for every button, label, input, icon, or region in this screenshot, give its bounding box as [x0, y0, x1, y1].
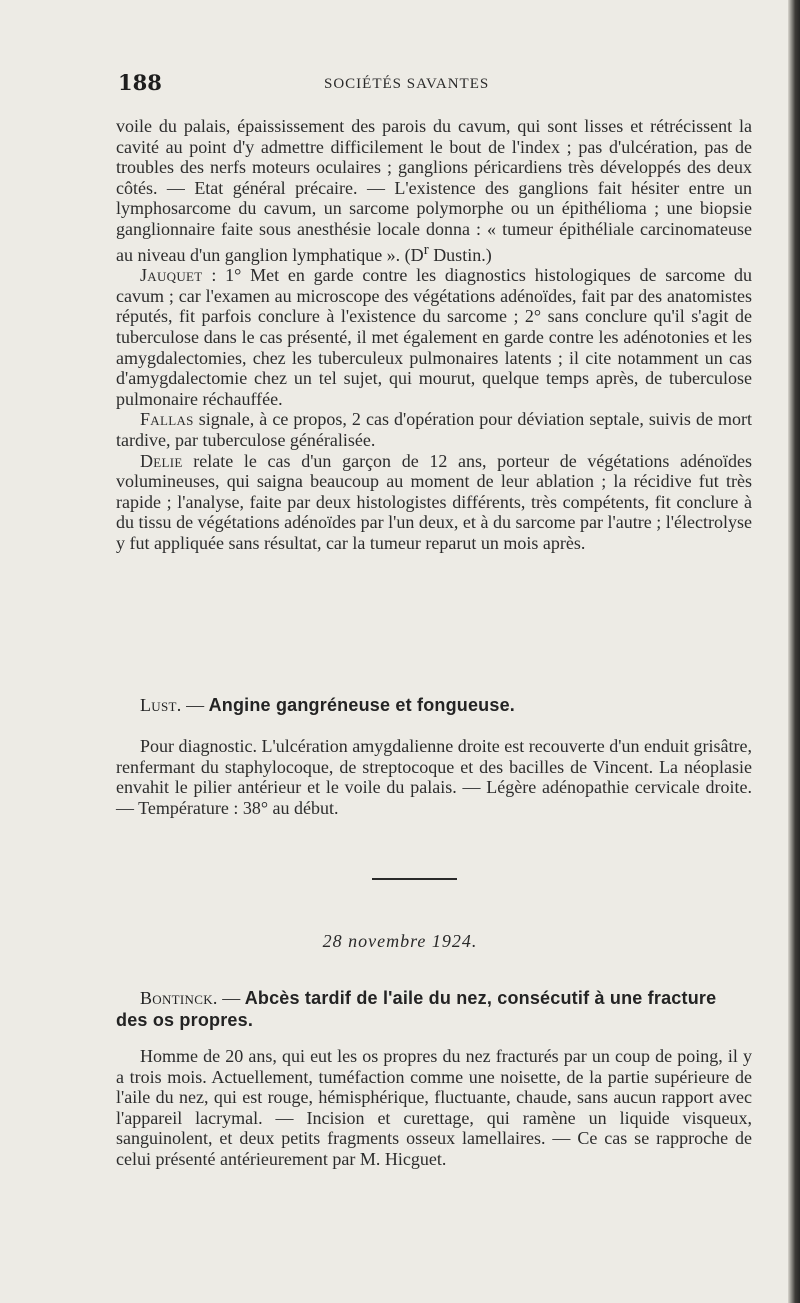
session-date: 28 novembre 1924. — [322, 931, 478, 951]
author-name: Jauquet — [140, 265, 203, 286]
body-text-bontinck — [116, 1046, 752, 1170]
superscript: r — [423, 241, 429, 258]
paragraph-delie — [116, 451, 752, 554]
section-title: Abcès tardif de l'aile du nez, consécutif à une fracture des os propres. — [116, 988, 717, 1030]
body-text-top — [116, 116, 752, 553]
paragraph-text: relate le cas d'un garçon de 12 ans, porteur de végétations adénoïdes volumineuses, qui saigna beaucoup au moment de leur ablation ; la récidive fut très rapide ; l'analyse, faite par deux histologistes différents, très compétents, fit conclure à du tissu de végétations adénoïdes par l'un deux, et à du sarcome par l'autre ; l'électrolyse y fut appliquée sans résultat, car la tumeur reparut un mois après. — [116, 450, 752, 553]
page-header — [118, 70, 758, 100]
page-number: 188 — [118, 70, 162, 95]
paragraph-text: voile du palais, épaississement des parois du cavum, qui sont lisses et rétrécissent la cavité au point d'y admettre difficilement le bout de l'index ; pas d'ulcération, pas de troubles des nerfs moteurs oculaires ; ganglions péricardiens très développés des deux côtés. — Etat général précaire. — L'existence des ganglions fait hésiter entre un lymphosarcome du cavum, un sarcome polymorphe ou un épithélioma ; une biopsie ganglionnaire faite sous anesthésie locale donna : « tumeur épithéliale carcinomateuse au niveau d'un ganglion lymphatique ». (D — [116, 116, 752, 265]
body-text-lust — [116, 736, 752, 818]
section-author: Bontinck. — [140, 988, 218, 1008]
paragraph-lust: Pour diagnostic. L'ulcération amygdalienne droite est recouverte d'un enduit grisâtre, renfermant du staphylocoque, de streptocoque et des bacilles de Vincent. La néoplasie envahit le pilier antérieur et le voile du palais. — Légère adénopathie cervicale droite. — Température : 38° au début. — [116, 736, 752, 818]
section-heading-lust — [140, 695, 760, 716]
section-dash: — — [217, 988, 245, 1008]
section-author: Lust. — [140, 695, 182, 715]
paragraph-tail: Dustin.) — [428, 244, 492, 265]
section-heading-bontinck — [116, 987, 752, 1031]
paragraph-continuation — [116, 116, 752, 265]
section-dash: — — [181, 695, 209, 715]
paragraph-text: : 1° Met en garde contre les diagnostics histologiques de sarcome du cavum ; car l'examen au microscope des végétations adénoïdes, fait par des anatomistes réputés, fit parfois conclure à l'existence du sarcome ; 2° sans conclure qu'il s'agit de tuberculose dans le cas présenté, il met également en garde contre les adénotonies et les amygdalectomies, chez les tuberculeux pulmonaires latents ; il cite notamment un cas d'amygdalectomie chez un tel sujet, qui mourut, quelque temps après, de tuberculose pulmonaire réchauffée. — [116, 265, 752, 409]
paragraph-bontinck: Homme de 20 ans, qui eut les os propres du nez fracturés par un coup de poing, il y a trois mois. Actuellement, tuméfaction comme une noisette, de la partie supérieure de l'aile du nez, qui est rouge, hémisphérique, fluctuante, chaude, sans aucun rapport avec l'appareil lacrymal. — Incision et curettage, qui ramène un liquide visqueux, sanguinolent, et deux petits fragments osseux lamellaires. — Ce cas se rapproche de celui présenté antérieurement par M. Hicguet. — [116, 1046, 752, 1169]
paragraph-jauquet — [116, 265, 752, 409]
section-divider — [372, 878, 457, 880]
author-name: Fallas — [140, 409, 194, 430]
running-head: SOCIÉTÉS SAVANTES — [324, 76, 490, 92]
paragraph-text: signale, à ce propos, 2 cas d'opération pour déviation septale, suivis de mort tardive, par tuberculose généralisée. — [116, 409, 752, 450]
author-name: Delie — [140, 450, 183, 471]
page-edge-shadow — [788, 0, 800, 1303]
section-title: Angine gangréneuse et fongueuse. — [208, 695, 516, 715]
paragraph-fallas — [116, 409, 752, 450]
